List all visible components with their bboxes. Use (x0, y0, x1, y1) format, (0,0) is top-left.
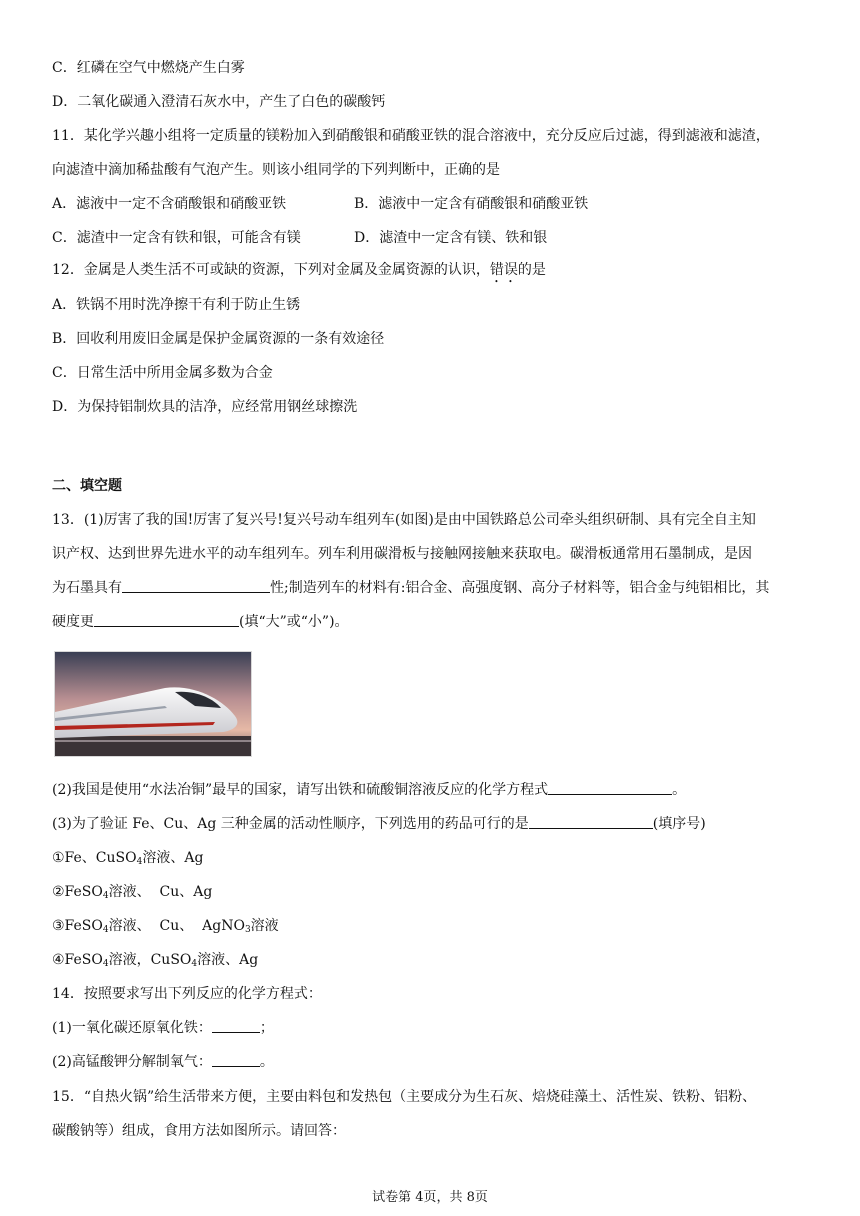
q14-part2-text: (2)高锰酸钾分解制氧气： (52, 1054, 212, 1070)
q14-blank-1[interactable] (212, 1018, 260, 1033)
bullet-train-image (54, 651, 252, 757)
q14-part1 (52, 1018, 274, 1038)
q10-option-d: D．二氧化碳通入澄清石灰水中，产生了白色的碳酸钙 (52, 94, 386, 110)
q13-choice-2-sub: 4 (102, 891, 109, 901)
page-footer: 试卷第 4页，共 8页 (372, 1190, 488, 1205)
q12-stem-after: 的是 (517, 262, 546, 278)
q14-stem: 14．按照要求写出下列反应的化学方程式： (52, 986, 322, 1002)
q13-choice-2-c: 溶液、 Cu、Ag (108, 884, 213, 900)
q14-part2 (52, 1052, 274, 1072)
q10-option-c: C．红磷在空气中燃烧产生白雾 (52, 60, 245, 76)
q13-choice-1-sub: 4 (136, 857, 143, 867)
q13-part2-text-a: (2)我国是使用“水法冶铜”最早的国家，请写出铁和硫酸铜溶液反应的化学方程式 (52, 782, 549, 798)
q14-part1-text: (1)一氧化碳还原氧化铁： (52, 1020, 212, 1036)
q11-option-a: A．滤液中一定不含硝酸银和硝酸亚铁 (52, 196, 287, 212)
q13-part2 (52, 780, 812, 800)
q13-part3 (52, 814, 812, 834)
q13-part3-text-a: (3)为了验证 Fe、Cu、Ag 三种金属的活动性顺序，下列选用的药品可行的是 (52, 816, 529, 832)
q15-line1: 15．“自热火锅”给生活带来方便，主要由料包和发热包（主要成分为生石灰、焙烧硅藻土、活性炭、铁粉、铝粉、 (52, 1089, 757, 1105)
q11-option-b: B．滤液中一定含有硝酸银和硝酸亚铁 (354, 196, 589, 212)
q15-line2: 碳酸钠等）组成，食用方法如图所示。请回答： (52, 1123, 346, 1139)
q13-line4-text-a: 硬度更 (52, 614, 94, 630)
q11-stem-line1: 11．某化学兴趣小组将一定质量的镁粉加入到硝酸银和硝酸亚铁的混合溶液中，充分反应后过滤，得到滤液和滤渣， (52, 128, 770, 144)
q14-part2-end: 。 (259, 1054, 274, 1070)
q11-option-c: C．滤渣中一定含有铁和银，可能含有镁 (52, 230, 301, 246)
q13-line4 (52, 612, 812, 632)
q13-choice-1-a: ①Fe、CuSO (52, 850, 137, 866)
q12-option-a: A．铁锅不用时洗净擦干有利于防止生锈 (52, 297, 301, 313)
q13-choice-2 (52, 882, 212, 906)
section-title-fill-in: 二、填空题 (52, 478, 122, 494)
q13-line3-text-a: 为石墨具有 (52, 580, 122, 596)
q13-choice-3-e: 溶液 (250, 918, 279, 934)
q13-choice-3-sub2: 3 (244, 925, 251, 935)
q13-choice-4-c: 溶液，CuSO (108, 952, 192, 968)
q13-choice-3-a: ③FeSO (52, 918, 103, 934)
q12-stem-before: 12．金属是人类生活不可或缺的资源，下列对金属及金属资源的认识， (52, 262, 490, 278)
q13-blank-3[interactable] (548, 780, 672, 795)
q13-choice-4-sub2: 4 (191, 959, 198, 969)
q13-choice-2-a: ②FeSO (52, 884, 103, 900)
q12-stem (52, 260, 546, 286)
q13-part3-text-b: (填序号) (652, 816, 706, 832)
q13-line3-text-b: 性;制造列车的材料有:铝合金、高强度钢、高分子材料等，铝合金与纯铝相比，其 (270, 580, 770, 596)
q13-blank-4[interactable] (529, 814, 653, 829)
q14-blank-2[interactable] (212, 1052, 260, 1067)
q13-choice-4-sub: 4 (102, 959, 109, 969)
q13-line3 (52, 578, 812, 598)
q13-choice-3 (52, 916, 279, 940)
q13-part2-text-b: 。 (672, 782, 687, 798)
q13-line2: 识产权、达到世界先进水平的动车组列车。列车利用碳滑板与接触网接触来获取电。碳滑板通常用石墨制成，是因 (52, 546, 752, 562)
q12-option-c: C．日常生活中所用金属多数为合金 (52, 365, 273, 381)
q13-choice-1-c: 溶液、Ag (142, 850, 204, 866)
q13-choice-4 (52, 950, 258, 974)
q13-choice-1 (52, 848, 203, 872)
q11-option-d: D．滤渣中一定含有镁、铁和银 (354, 230, 548, 246)
q13-choice-3-c: 溶液、 Cu、 AgNO (108, 918, 245, 934)
q11-stem-line2: 向滤渣中滴加稀盐酸有气泡产生。则该小组同学的下列判断中，正确的是 (52, 162, 500, 178)
q13-blank-1[interactable] (122, 578, 270, 593)
q13-choice-3-sub: 4 (102, 925, 109, 935)
q13-choice-4-a: ④FeSO (52, 952, 103, 968)
q13-line4-text-b: (填“大”或“小”)。 (239, 614, 349, 630)
q13-choice-4-e: 溶液、Ag (197, 952, 259, 968)
q13-line1: 13．(1)厉害了我的国!厉害了复兴号!复兴号动车组列车(如图)是由中国铁路总公司牵头组织研制、具有完全自主知 (52, 512, 756, 528)
bullet-train-illustration (55, 652, 251, 756)
q13-blank-2[interactable] (94, 612, 239, 627)
q12-stem-emphasis: 错误 (489, 262, 518, 278)
q12-option-d: D．为保持铝制炊具的洁净，应经常用钢丝球擦洗 (52, 399, 358, 415)
q12-option-b: B．回收利用废旧金属是保护金属资源的一条有效途径 (52, 331, 385, 347)
q14-part1-end: ； (259, 1020, 274, 1036)
